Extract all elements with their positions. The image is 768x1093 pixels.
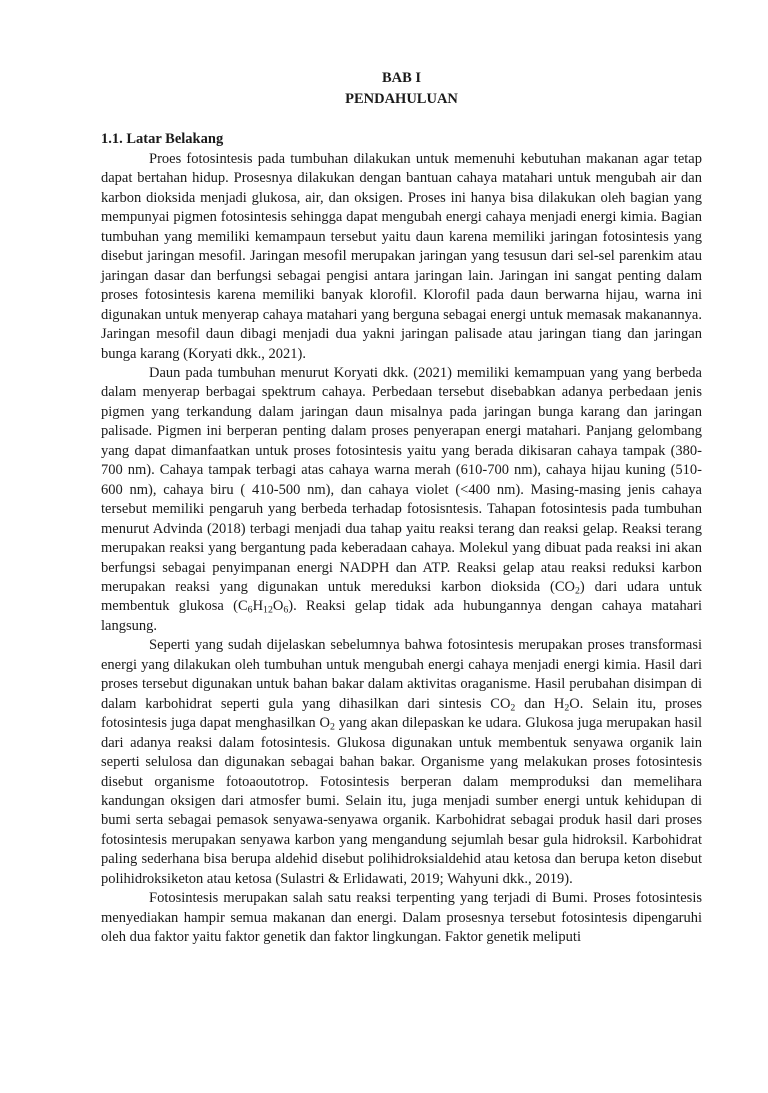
paragraph-text: ). Reaksi gelap tidak ada hubungannya dengan cahaya matahari langsung. <box>101 598 702 634</box>
paragraph-text: H <box>252 598 264 615</box>
body-text <box>101 150 702 948</box>
document-page <box>0 69 768 1093</box>
paragraph-text: O <box>272 598 284 615</box>
paragraph-text: Seperti yang sudah dijelaskan sebelumnya bahwa fotosintesis merupakan proses transformasi energi yang dilakukan oleh tumbuhan untuk mengubah energi cahaya menjadi energi kimia. Hasil dari proses tersebut digunakan untuk bahan bakar dalam aktivitas oraganisme. Hasil perubahan disimpan di dalam karbohidrat seperti gula yang dihasilkan dari sintesis CO <box>101 637 702 712</box>
subscript-text: 2 <box>329 721 335 733</box>
paragraph-text: Proes fotosintesis pada tumbuhan dilakukan untuk memenuhi kebutuhan makanan agar tetap dapat bertahan hidup. Prosesnya dilakukan dengan bantuan cahaya matahari untuk mengubah air dan karbon dioksida menjadi glukosa, air, dan oksigen. Proses ini hanya bisa dilakukan oleh bagian yang mempunyai pigmen fotosintesis sehingga dapat mengubah energi cahaya menjadi energi kimia. Bagian tumbuhan yang memiliki kemampaun tersebut yaitu daun karena memiliki jaringan fotosintesis yang disebut jaringan mesofil. Jaringan mesofil merupakan jaringan yang tesusun dari sel-sel parenkim atau jaringan dasar dan berfungsi sebagai pengisi antara jaringan lain. Jaringan ini sangat penting dalam proses fotosintesis karena memiliki banyak klorofil. Klorofil pada daun berwarna hijau, warna ini digunakan untuk menyerap cahaya matahari yang berguna sebagai energi untuk memasak makanannya. Jaringan mesofil daun dibagi menjadi dua yakni jaringan palisade atau jaringan tiang dan jaringan bunga karang (Koryati dkk., 2021). <box>101 151 702 362</box>
chapter-number: BAB I <box>381 70 422 86</box>
paragraph-text: dan H <box>515 695 565 712</box>
paragraph-text: O. Selain itu, proses fotosintesis juga dapat menghasilkan O <box>101 695 702 732</box>
section-heading: 1.1. Latar Belakang <box>101 131 224 147</box>
body-paragraph <box>101 364 702 636</box>
body-paragraph <box>101 150 702 364</box>
paragraph-text: Fotosintesis merupakan salah satu reaksi terpenting yang terjadi di Bumi. Proses fotosintesis menyediakan hampir semua makanan dan energi. Dalam prosesnya tersebut fotosintesis dipengaruhi oleh dua faktor yaitu faktor genetik dan faktor lingkungan. Faktor genetik meliputi <box>101 890 702 946</box>
body-paragraph <box>101 889 702 947</box>
paragraph-text: yang akan dilepaskan ke udara. Glukosa juga merupakan hasil dari adanya reaksi dalam fotosintesis. Glukosa digunakan untuk membentuk senyawa organik lain seperti selulosa dan digunakan sebagai bahan bakar. Organisme yang melakukan proses fotosintesis disebut organisme fotoaoutotrop. Fotosintesis berperan dalam memproduksi dan memelihara kandungan oksigen dari atmosfer bumi. Selain itu, juga menjadi sumber energi untuk kehidupan di bumi serta sebagai pemasok senyawa-senyawa organik. Karbohidrat sebagai produk hasil dari proses fotosintesis merupakan senyawa karbon yang mengandung sejumlah besar gula hidroksil. Karbohidrat paling sederhana bisa berupa aldehid disebut polihidroksialdehid atau ketosa dan berupa keton disebut polihidroksiketon atau ketosa (Sulastri & Erlidawati, 2019; Wahyuni dkk., 2019). <box>101 715 702 887</box>
subscript-text: 12 <box>263 604 273 616</box>
subscript-text: 6 <box>283 604 289 616</box>
paragraph-text: Daun pada tumbuhan menurut Koryati dkk. (2021) memiliki kemampuan yang yang berbeda dalam menyerap berbagai spektrum cahaya. Perbedaan tersebut disebabkan adanya perbedaan jenis pigmen yang terkandung dalam jaringan daun misalnya pada jaringan bunga karang dan jaringan palisade. Pigmen ini berperan penting dalam proses penyerapan energi matahari. Panjang gelombang yang dapat dimanfaatkan untuk proses fotosintesis yaitu yang berada dikisaran cahaya tampak (380-700 nm). Cahaya tampak terbagi atas cahaya warna merah (610-700 nm), cahaya hijau kuning (510-600 nm), cahaya biru ( 410-500 nm), dan cahaya violet (<400 nm). Masing-masing jenis cahaya tersebut memiliki pengaruh yang berbeda terhadap fotosisntesis. Tahapan fotosintesis pada tumbuhan menurut Advinda (2018) terbagi menjadi dua tahap yaitu reaksi terang dan reaksi gelap. Reaksi terang merupakan reaksi yang bergantung pada keberadaan cahaya. Molekul yang dibuat pada reaksi ini akan berfungsi sebagai penyimpanan energi NADPH dan ATP. Reaksi gelap atau reaksi reduksi karbon merupakan reaksi yang digunakan untuk mereduksi karbon dioksida (CO <box>101 364 702 595</box>
subscript-text: 2 <box>564 702 570 714</box>
paragraph-text: ) dari udara untuk membentuk glukosa (C <box>101 578 702 615</box>
chapter-title: PENDAHULUAN <box>345 91 458 107</box>
subscript-text: 6 <box>247 604 253 616</box>
body-paragraph <box>101 636 702 889</box>
subscript-text: 2 <box>575 585 580 597</box>
subscript-text: 2 <box>510 702 516 714</box>
